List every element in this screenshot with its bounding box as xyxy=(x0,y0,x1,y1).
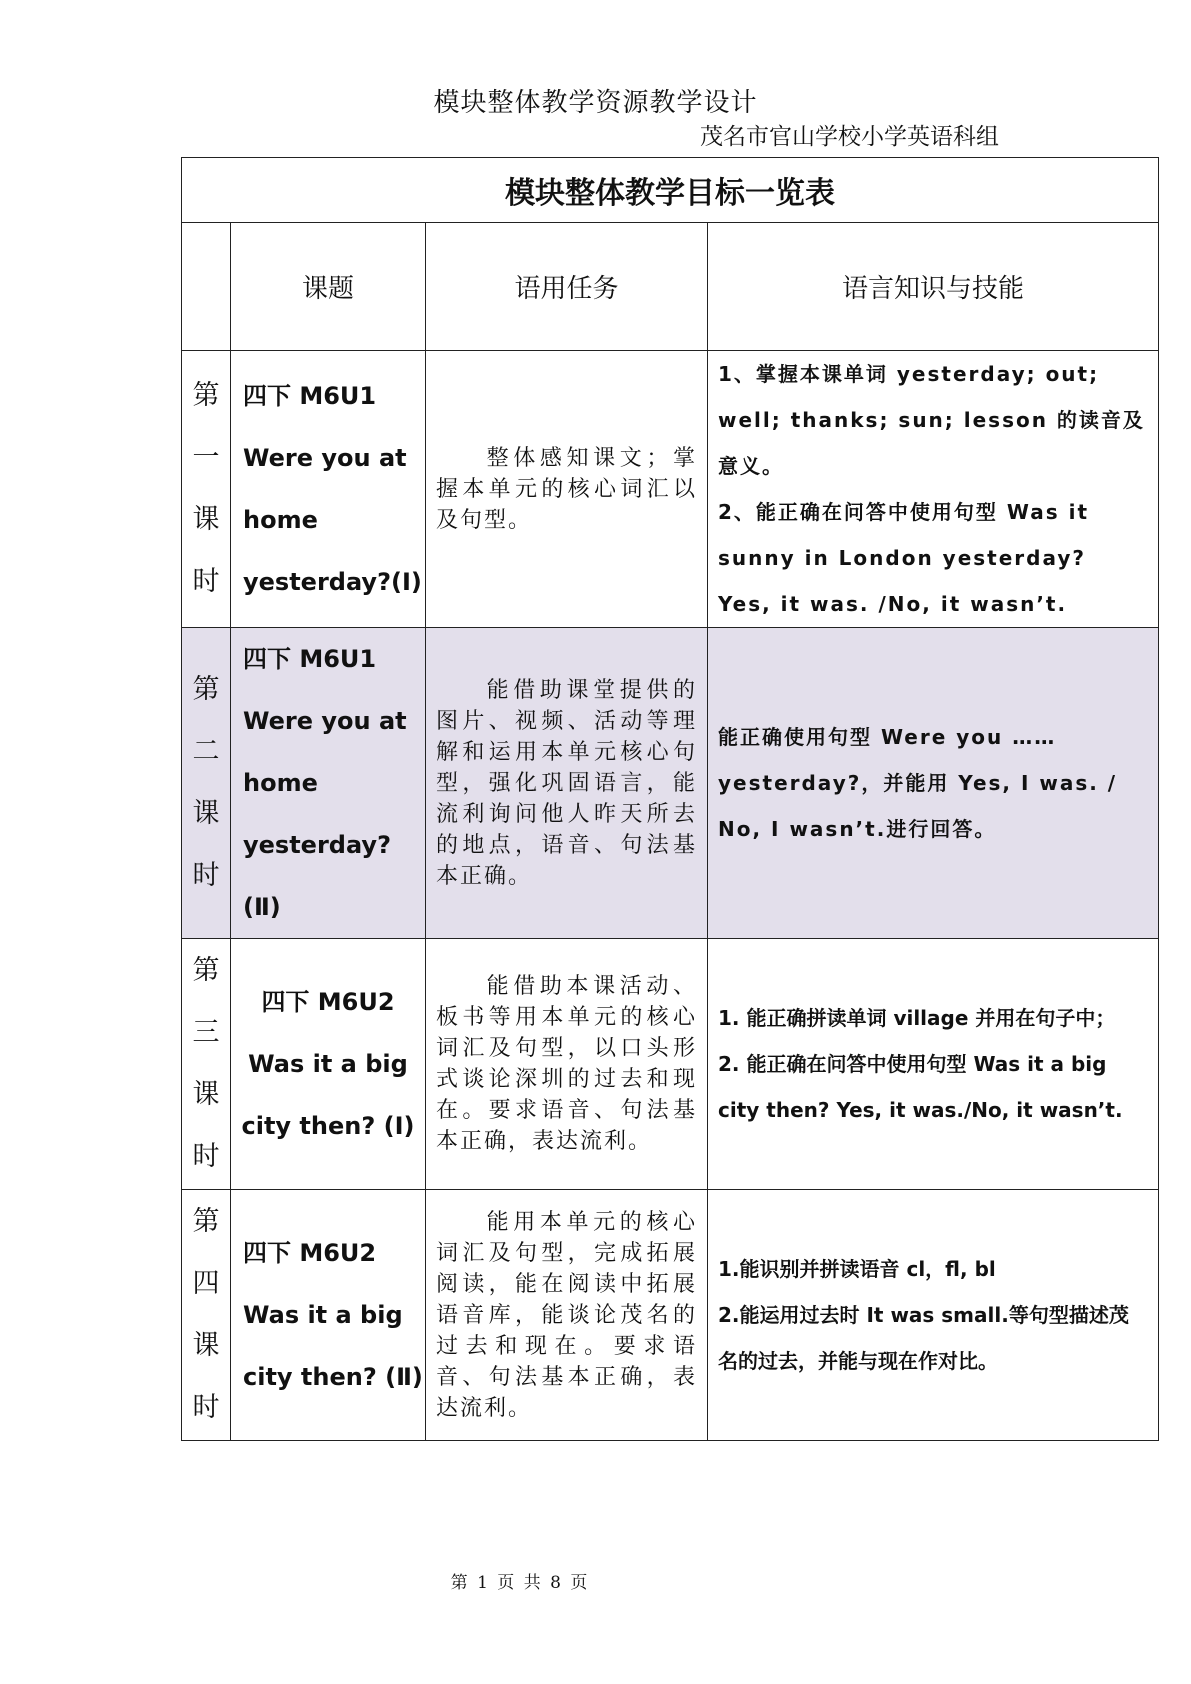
period-char: 课 xyxy=(192,798,220,829)
period-cell xyxy=(182,628,231,939)
organization-name: 茂名市官山学校小学英语科组 xyxy=(700,124,999,150)
task-text: 能借助课堂提供的图片、视频、活动等理解和运用本单元核心句型，强化巩固语言，能流利询问他人昨天所去的地点，语音、句法基本正确。 xyxy=(436,677,697,889)
period-char: 时 xyxy=(192,860,220,891)
table-row xyxy=(182,939,1159,1190)
document-title: 模块整体教学资源教学设计 xyxy=(433,88,758,118)
topic-line: 四下 M6U1 xyxy=(243,382,377,410)
period-char: 课 xyxy=(192,504,220,535)
skills-cell xyxy=(708,628,1159,939)
table-title: 模块整体教学目标一览表 xyxy=(182,158,1159,223)
skill-item: 1、掌握本课单词 yesterday; out; well; thanks; sun; lesson 的读音及意义。 xyxy=(718,362,1145,478)
period-char: 时 xyxy=(192,1141,220,1172)
topic-line: yesterday?(Ⅰ) xyxy=(243,568,422,596)
period-char: 第 xyxy=(192,674,220,705)
topic-cell xyxy=(231,351,426,628)
period-char: 二 xyxy=(192,736,220,767)
skill-item: 能正确使用句型 Were you …… yesterday?，并能用 Yes, I was. / No, I wasn’t.进行回答。 xyxy=(718,725,1118,841)
period-char: 时 xyxy=(192,1392,220,1423)
topic-line: Was it a big xyxy=(248,1050,408,1078)
period-cell xyxy=(182,1190,231,1441)
teaching-goals-table xyxy=(181,157,1159,1441)
period-char: 一 xyxy=(192,442,220,473)
task-cell xyxy=(426,351,708,628)
topic-line: 四下 M6U2 xyxy=(243,1239,377,1267)
task-cell xyxy=(426,939,708,1190)
period-char: 时 xyxy=(192,566,220,597)
skills-cell xyxy=(708,939,1159,1190)
skill-item: 2. 能正确在问答中使用句型 Was it a big city then? Yes, it was./No, it wasn’t. xyxy=(718,1052,1123,1122)
topic-line: city then? (Ⅱ) xyxy=(243,1363,423,1391)
skill-item: 2.能运用过去时 It was small.等句型描述茂名的过去，并能与现在作对比。 xyxy=(718,1303,1129,1373)
table-row xyxy=(182,628,1159,939)
topic-line: city then? (Ⅰ) xyxy=(241,1112,415,1140)
period-char: 课 xyxy=(192,1079,220,1110)
task-cell xyxy=(426,1190,708,1441)
skill-item: 1. 能正确拼读单词 village 并用在句子中； xyxy=(718,1006,1116,1030)
period-char: 第 xyxy=(192,955,220,986)
table-header-row xyxy=(182,223,1159,351)
skill-item: 2、能正确在问答中使用句型 Was it sunny in London yesterday? Yes, it was. /No, it wasn’t. xyxy=(718,500,1090,616)
column-header-skills: 语言知识与技能 xyxy=(708,223,1159,351)
task-text: 整体感知课文；掌握本单元的核心词汇以及句型。 xyxy=(436,445,697,533)
period-char: 第 xyxy=(192,1206,220,1237)
period-char: 课 xyxy=(192,1330,220,1361)
topic-line: yesterday?(Ⅱ) xyxy=(243,831,391,921)
period-cell xyxy=(182,939,231,1190)
task-text: 能用本单元的核心词汇及句型，完成拓展阅读，能在阅读中拓展语音库，能谈论茂名的过去和现在。要求语音、句法基本正确，表达流利。 xyxy=(436,1209,697,1421)
task-cell xyxy=(426,628,708,939)
table-row xyxy=(182,351,1159,628)
period-char: 第 xyxy=(192,380,220,411)
topic-line: Were you at xyxy=(243,707,407,735)
topic-cell xyxy=(231,939,426,1190)
topic-line: Were you at xyxy=(243,444,407,472)
skills-cell xyxy=(708,1190,1159,1441)
topic-line: home xyxy=(243,506,318,534)
topic-line: home xyxy=(243,769,318,797)
period-char: 四 xyxy=(192,1268,220,1299)
column-header-task: 语用任务 xyxy=(426,223,708,351)
column-header-topic: 课题 xyxy=(231,223,426,351)
topic-cell xyxy=(231,1190,426,1441)
skills-cell xyxy=(708,351,1159,628)
topic-line: 四下 M6U2 xyxy=(261,988,395,1016)
skill-item: 1.能识别并拼读语音 cl，fl, bl xyxy=(718,1257,996,1281)
page-number: 第 1 页 共 8 页 xyxy=(450,1573,590,1593)
task-text: 能借助本课活动、板书等用本单元的核心词汇及句型，以口头形式谈论深圳的过去和现在。要求语音、句法基本正确，表达流利。 xyxy=(436,974,697,1154)
column-header-period xyxy=(182,223,231,351)
period-cell xyxy=(182,351,231,628)
topic-line: 四下 M6U1 xyxy=(243,645,377,673)
period-char: 三 xyxy=(192,1017,220,1048)
table-row xyxy=(182,1190,1159,1441)
topic-cell xyxy=(231,628,426,939)
topic-line: Was it a big xyxy=(243,1301,403,1329)
